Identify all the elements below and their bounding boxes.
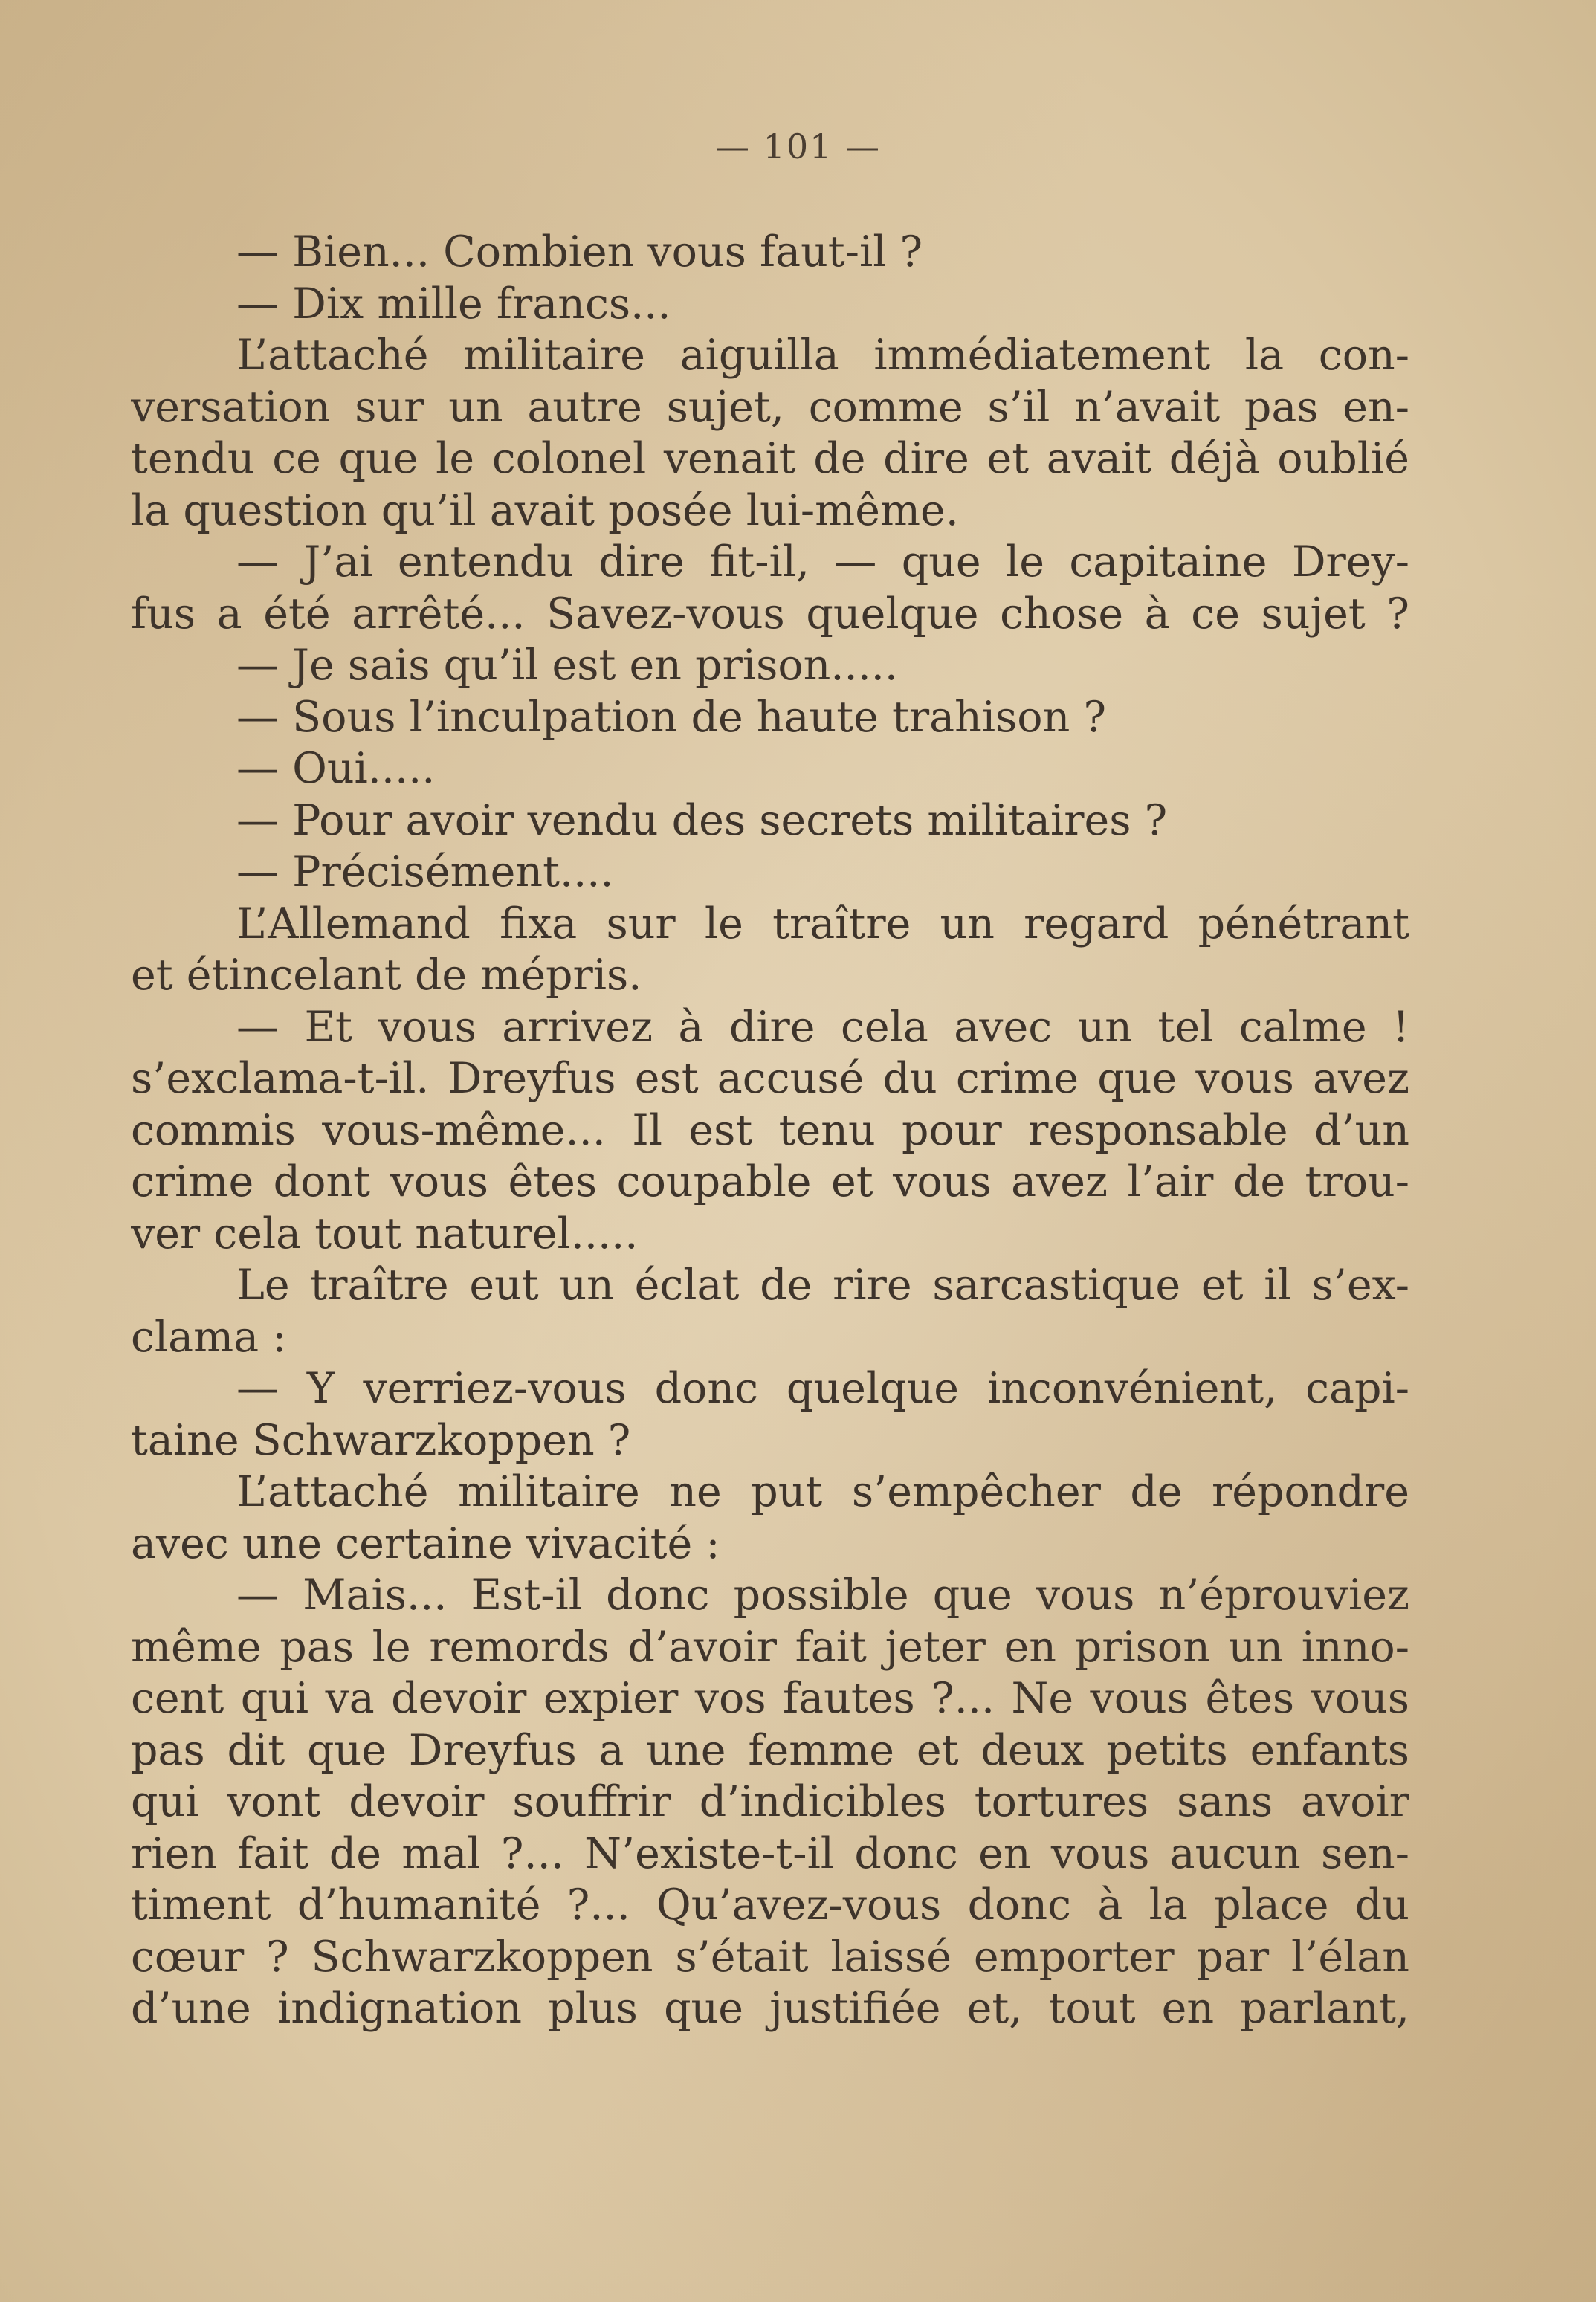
text-line: L’attaché militaire ne put s’empêcher de répondre	[236, 1467, 1409, 1516]
page-number: — 101 —	[714, 126, 882, 166]
text-line: — Oui.....	[236, 744, 436, 793]
text-line: qui vont devoir souffrir d’indicibles tortures sans avoir	[131, 1777, 1409, 1826]
text-line: fus a été arrêté... Savez-vous quelque chose à ce sujet ?	[131, 589, 1409, 638]
text-line: — Sous l’inculpation de haute trahison ?	[236, 692, 1107, 742]
text-line: cœur ? Schwarzkoppen s’était laissé emporter par l’élan	[131, 1932, 1409, 1982]
text-line: d’une indignation plus que justifiée et, tout en parlant,	[131, 1984, 1409, 2033]
body-text	[131, 227, 1409, 2035]
text-line: même pas le remords d’avoir fait jeter en prison un inno-	[131, 1622, 1409, 1672]
text-line: — J’ai entendu dire fit-il, — que le capitaine Drey-	[236, 537, 1409, 586]
text-line: cent qui va devoir expier vos fautes ?... Ne vous êtes vous	[131, 1674, 1409, 1723]
text-line: L’attaché militaire aiguilla immédiatement la con-	[236, 331, 1409, 380]
text-line: la question qu’il avait posée lui-même.	[131, 485, 959, 535]
text-line: — Dix mille francs...	[236, 279, 671, 329]
text-line: pas dit que Dreyfus a une femme et deux petits enfants	[131, 1725, 1409, 1775]
text-line: clama :	[131, 1312, 287, 1362]
text-line: — Et vous arrivez à dire cela avec un tel calme !	[236, 1002, 1409, 1052]
text-line: Le traître eut un éclat de rire sarcastique et il s’ex-	[236, 1261, 1409, 1310]
text-line: timent d’humanité ?... Qu’avez-vous donc à la place du	[131, 1881, 1409, 1930]
text-line: — Pour avoir vendu des secrets militaires ?	[236, 795, 1168, 845]
text-line: tendu ce que le colonel venait de dire et avait déjà oublié	[131, 434, 1409, 483]
text-line: ver cela tout naturel.....	[131, 1209, 639, 1258]
text-line: L’Allemand fixa sur le traître un regard pénétrant	[236, 899, 1409, 948]
text-line: crime dont vous êtes coupable et vous avez l’air de trou-	[131, 1157, 1409, 1206]
text-line: avec une certaine vivacité :	[131, 1519, 720, 1568]
text-line: versation sur un autre sujet, comme s’il n’avait pas en-	[131, 382, 1409, 432]
text-line: — Mais... Est-il donc possible que vous n’éprouviez	[236, 1571, 1409, 1620]
text-line: s’exclama-t-il. Dreyfus est accusé du crime que vous avez	[131, 1054, 1409, 1103]
text-line: — Je sais qu’il est en prison.....	[236, 641, 898, 690]
text-line: — Précisément....	[236, 847, 614, 896]
text-line: rien fait de mal ?... N’existe-t-il donc en vous aucun sen-	[131, 1829, 1409, 1878]
text-line: commis vous-même... Il est tenu pour responsable d’un	[131, 1105, 1409, 1155]
text-line: et étincelant de mépris.	[131, 951, 642, 1000]
text-line: — Bien... Combien vous faut-il ?	[236, 227, 923, 277]
text-line: taine Schwarzkoppen ?	[131, 1415, 631, 1465]
text-line: — Y verriez-vous donc quelque inconvénient, capi-	[236, 1364, 1409, 1413]
